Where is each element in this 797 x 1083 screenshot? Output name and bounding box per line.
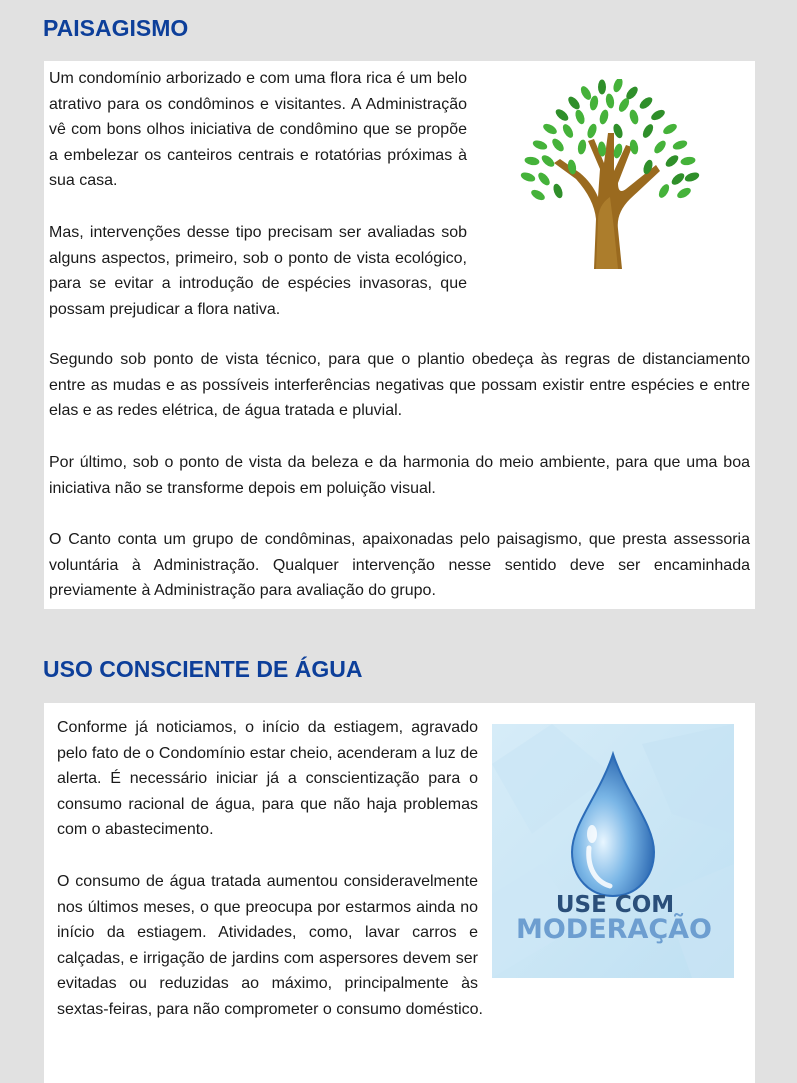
leaf-icon [532,139,549,152]
agua-paragraph-2: O consumo de água tratada aumentou consideravelmente nos últimos meses, o que preocupa por estarmos ainda no início da estiagem. Atividades, como, lavar carros e calçadas, e irrigação de jardins com aspersores devem ser evitadas ou reduzidas ao máximo, principalmente às sextas-feiras, para não comprometer o consumo doméstico. [57,873,483,1018]
leaf-icon [586,123,599,140]
leaf-icon [605,93,615,109]
leaf-icon [662,122,679,136]
paisagismo-paragraph-4: Por último, sob o ponto de vista da beleza e da harmonia do meio ambiente, para que uma boa iniciativa não se transforme depois em poluição visual. [49,454,750,497]
use-com-text: USE COM [555,892,675,918]
leaf-icon [657,183,671,200]
leaf-icon [566,95,582,112]
paisagismo-paragraph-5: O Canto conta um grupo de condôminas, apaixonadas pelo paisagismo, que presta assessoria voluntária à Administração. Qualquer intervenção nesse sentido deve ser encaminhada previamente à Administração para avaliação do grupo. [49,531,750,599]
uso-agua-panel [44,703,755,1083]
leaf-icon [629,139,639,155]
leaf-icon [612,79,625,93]
leaf-icon [672,139,689,152]
leaf-icon [520,171,537,184]
moderacao-text: MODERAÇÃO [515,914,713,945]
leaf-icon [650,108,667,122]
leaf-icon [638,95,655,111]
paisagismo-paragraph-3: Segundo sob ponto de vista técnico, para que o plantio obedeça às regras de distanciamento entre as mudas e as possíveis interferências negativas que possam existir entre espécies e entre elas e as redes elétrica, de água tratada e pluvial. [49,351,750,419]
agua-paragraph-1: Conforme já noticiamos, o início da estiagem, agravado pelo fato de o Condomínio estar cheio, acenderam a luz de alerta. É necessário iniciar já a conscientização para o consumo racional de água, para que não haja problemas com o abastecimento. [57,719,478,838]
paisagismo-paragraph-2: Mas, intervenções desse tipo precisam ser avaliadas sob alguns aspectos, primeiro, sob o ponto de vista ecológico, para se evitar a introdução de espécies invasoras, que possam prejudicar a flora nativa. [49,224,467,318]
leaf-icon [540,153,557,169]
leaf-icon [554,107,571,123]
leaf-icon [598,109,610,126]
leaf-icon [579,85,593,102]
leaf-icon [676,186,693,200]
section-title-uso-consciente-agua: USO CONSCIENTE DE ÁGUA [43,656,363,682]
leaf-icon [577,139,587,155]
leaf-icon [680,156,696,166]
leaf-icon [670,171,687,187]
leaf-icon [652,139,668,156]
leaf-icon [524,156,540,166]
leaf-icon [664,153,681,169]
leaf-icon [574,109,587,126]
leaf-icon [550,137,566,154]
leaf-icon [684,171,700,184]
leaf-icon [536,171,552,188]
section-title-paisagismo: PAISAGISMO [43,15,189,41]
tree-illustration-icon [514,79,700,271]
leaf-icon [598,80,606,95]
leaf-icon [530,188,547,202]
water-drop-illustration-icon [492,724,734,978]
paisagismo-panel [44,61,755,609]
paisagismo-paragraph-1: Um condomínio arborizado e com uma flora rica é um belo atrativo para os condôminos e visitantes. A Administração vê com bons olhos iniciativa de condômino que se propõe a embelezar os canteiros centrais e rotatórias próximas à sua casa. [49,70,467,189]
leaf-icon [542,122,559,136]
leaf-icon [552,183,565,200]
leaf-icon [641,123,655,140]
leaf-icon [561,123,575,140]
leaf-icon [628,109,640,126]
